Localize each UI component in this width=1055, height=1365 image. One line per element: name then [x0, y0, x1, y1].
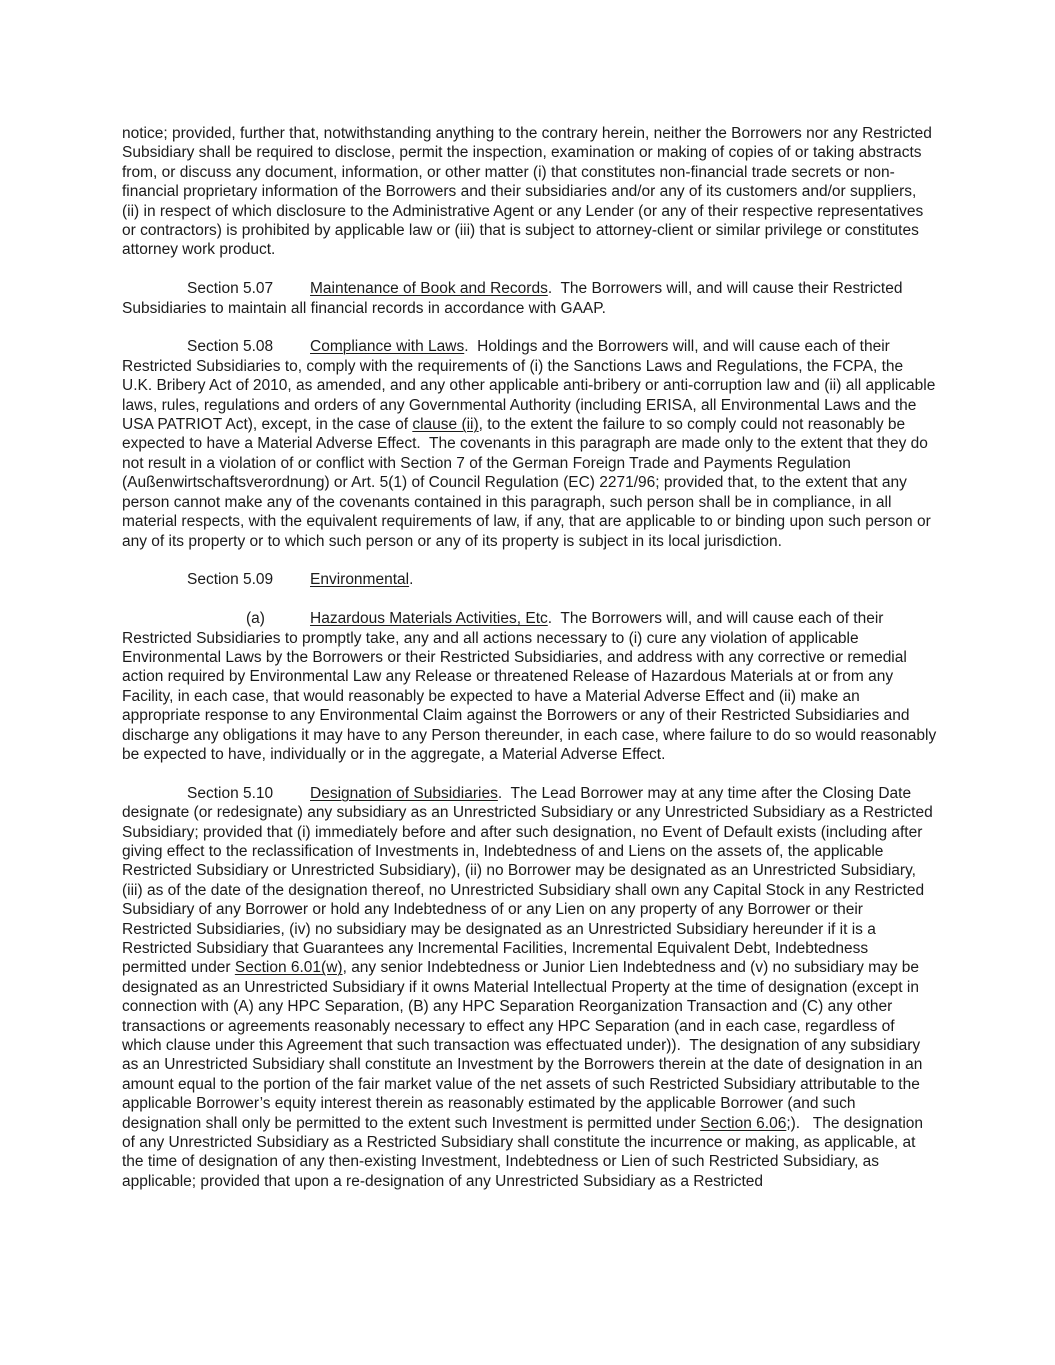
paragraph-section-5-08 [122, 337, 940, 550]
cross-reference: Section 6.06 [700, 1114, 787, 1132]
section-number: Section 5.10 [187, 784, 274, 802]
section-number: Section 5.07 [187, 280, 274, 298]
section-heading: Environmental [310, 571, 410, 589]
section-number: Section 5.09 [187, 571, 274, 589]
cross-reference: Section 6.01(w) [234, 959, 343, 977]
paragraph-intro-continuation [122, 124, 937, 260]
subsection-heading: Hazardous Materials Activities, Etc [310, 610, 548, 628]
section-number: Section 5.08 [187, 338, 274, 356]
body-text: . The Lead Borrower may at any time after the Closing Date designate (or redesignate) any subsidiary as an Unrestricted Subsidiary or any Unrestricted Subsidiary as a Restricted Subsidiary; provided that (i) immediately before and after such designation, no Event of Default exists (including after giving effect to the reclassification of Investments in, Indebtedness of and Liens on the assets of, the applicable Restricted Subsidiary or Unrestricted Subsidiary), (ii) no Borrower may be designated as an Unrestricted Subsidiary, (iii) as of the date of the designation thereof, no Unrestricted Subsidiary shall own any Capital Stock in any Restricted Subsidiary of any Borrower or hold any Indebtedness of or any Lien on any property of any Borrower or their Restricted Subsidiaries, (iv) no subsidiary may be designated as an Unrestricted Subsidiary hereunder if it is a Restricted Subsidiary that Guarantees any Incremental Facilities, Incremental Equivalent Debt, Indebtedness permitted under [122, 784, 938, 977]
paragraph-section-5-07 [122, 279, 937, 318]
body-text: ;). The designation of any Unrestricted Subsidiary as a Restricted Subsidiary shall constitute the incurrence or making, as applicable, at the time of designation of any then-existing Investment, Indebtedness or Lien of such Restricted Subsidiary, as applicable; provided that upon a re-designation of any Unrestricted Subsidiary as a Restricted [122, 1114, 928, 1190]
body-text: . [409, 571, 414, 589]
body-text: , any senior Indebtedness or Junior Lien Indebtedness and (v) no subsidiary may be designated as an Unrestricted Subsidiary if it owns Material Intellectual Property at the time of designation (except in connection with (A) any HPC Separation, (B) any HPC Separation Reorganization Transaction and (C) any other transactions or agreements reasonably necessary to effect any HPC Separation (and in each case, regardless of which clause under this Agreement that such transaction was effectuated under)). The designation of any subsidiary as an Unrestricted Subsidiary shall constitute an Investment by the Borrowers therein at the date of designation in an amount equal to the portion of the fair market value of the net assets of such Restricted Subsidiary attributable to the applicable Borrower’s equity interest therein as reasonably estimated by the applicable Borrower (and such designation shall only be permitted to the extent such Investment is permitted under [122, 959, 927, 1132]
section-heading: Designation of Subsidiaries [310, 784, 498, 802]
section-heading: Compliance with Laws [310, 338, 465, 356]
cross-reference: clause (ii) [412, 416, 479, 434]
paragraph-section-5-09-a [122, 609, 941, 764]
body-text: . The Borrowers will, and will cause each of their Restricted Subsidiaries to promptly take, any and all actions necessary to (i) cure any violation of applicable Environmental Laws by the Borrowers or their Restricted Subsidiaries, and address with any corrective or remedial action required by Environmental Law any Release or threatened Release of Hazardous Materials at or from any Facility, in each case, that would reasonably be expected to have a Material Adverse Effect and (ii) make an appropriate response to any Environmental Claim against the Borrowers or any of their Restricted Subsidiaries and discharge any obligations it may have to any Person thereunder, in each case, where failure to do so would reasonably be expected to have, individually or in the aggregate, a Material Adverse Effect. [122, 610, 941, 763]
section-heading: Maintenance of Book and Records [310, 280, 548, 298]
body-text: . Holdings and the Borrowers will, and will cause each of their Restricted Subsidiaries to, comply with the requirements of (i) the Sanctions Laws and Regulations, the FCPA, the U.K. Bribery Act of 2010, as amended, and any other applicable anti-bribery or anti-corruption law and (ii) all applicable laws, rules, regulations and orders of any Governmental Authority (including ERISA, all Environmental Laws and the USA PATRIOT Act), except, in the case of [122, 338, 940, 434]
paragraph-section-5-09 [122, 570, 937, 589]
body-text: , to the extent the failure to so comply could not reasonably be expected to have a Material Adverse Effect. The covenants in this paragraph are made only to the extent that they do not result in a violation of or conflict with Section 7 of the German Foreign Trade and Payments Regulation (Außenwirtschaftsverordnung) or Art. 5(1) of Council Regulation (EC) 2271/96; provided that, to the extent that any person cannot make any of the covenants contained in this paragraph, such person shall be in compliance, in all material respects, with the equivalent requirements of law, if any, that are applicable to or binding upon such person or any of its property or to which such person or any of its property is subject in its local jurisdiction. [122, 416, 936, 550]
subsection-letter: (a) [246, 610, 265, 628]
body-text: . The Borrowers will, and will cause their Restricted Subsidiaries to maintain all financial records in accordance with GAAP. [122, 280, 907, 317]
paragraph-section-5-10 [122, 784, 937, 1192]
body-text: notice; provided, further that, notwithstanding anything to the contrary herein, neither the Borrowers nor any Restricted Subsidiary shall be required to disclose, permit the inspection, examination or making of copies of or taking abstracts from, or discuss any document, information, or other matter (i) that constitutes non-financial trade secrets or non-financial proprietary information of the Borrowers and their subsidiaries and/or any of its customers and/or suppliers, (ii) in respect of which disclosure to the Administrative Agent or any Lender (or any of their respective representatives or contractors) is prohibited by applicable law or (iii) that is subject to attorney-client or similar privilege or constitutes attorney work product. [122, 125, 937, 259]
